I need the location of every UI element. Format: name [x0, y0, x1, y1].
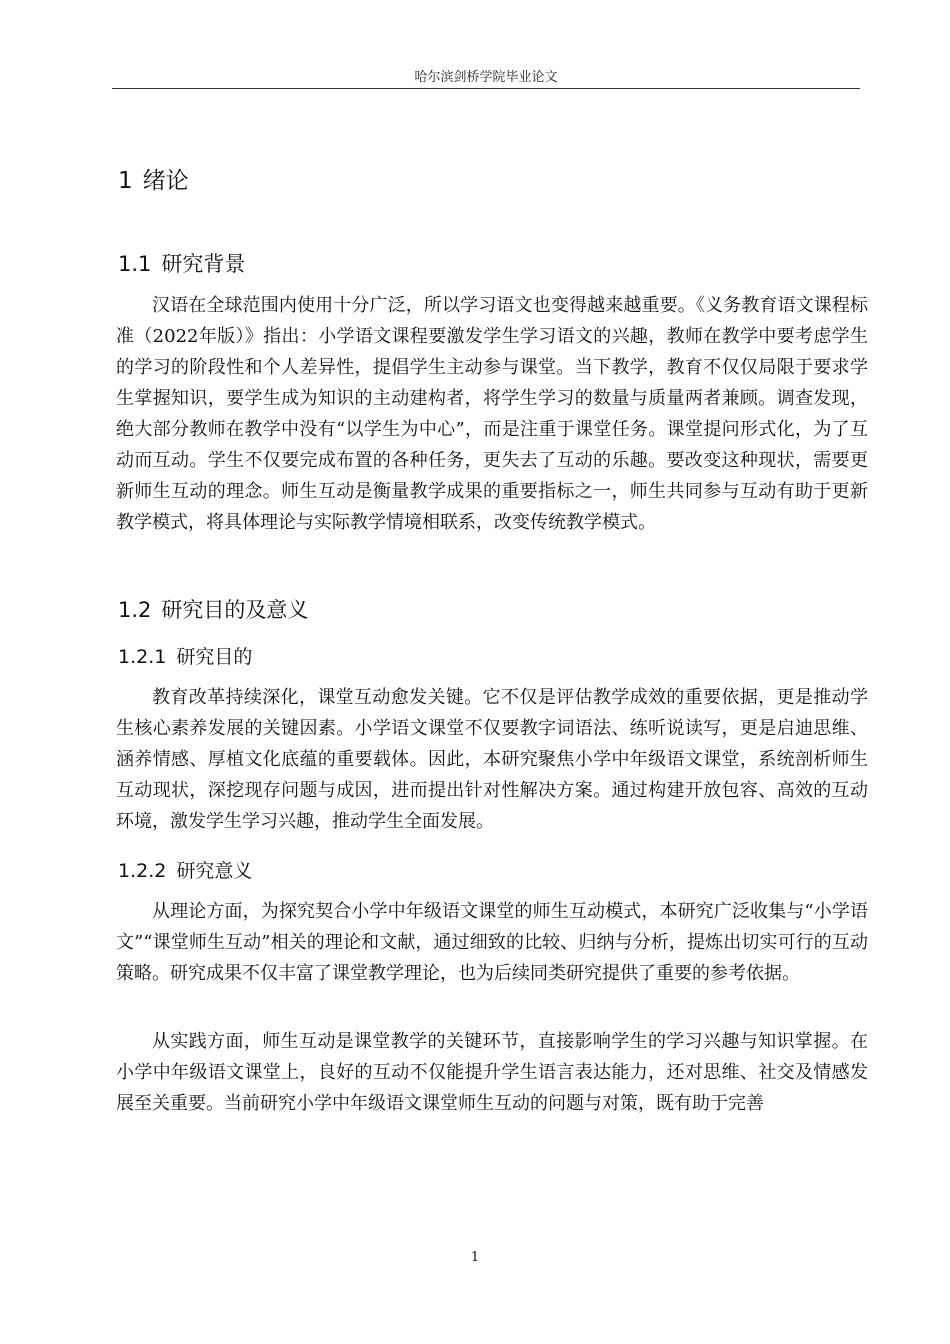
subsection-number: 1.2.2: [118, 860, 167, 882]
header-rule: [112, 88, 860, 89]
subsection-title: 研究目的: [176, 646, 253, 668]
section-title: 研究目的及意义: [161, 598, 309, 622]
purpose-paragraph: 教育改革持续深化，课堂互动愈发关键。它不仅是评估教学成效的重要依据，更是推动学生核心素养发展的关键因素。小学语文课堂不仅要教字词语法、练听说读写，更是启迪思维、涵养情感、厚植文化底蕴的重要载体。因此，本研究聚焦小学中年级语文课堂，系统剖析师生互动现状，深挖现存问题与成因，进而提出针对性解决方案。通过构建开放包容、高效的互动环境，激发学生学习兴趣，推动学生全面发展。: [116, 687, 868, 832]
background-paragraph: 汉语在全球范围内使用十分广泛，所以学习语文也变得越来越重要。《义务教育语文课程标准（2022年版）》指出：小学语文课程要激发学生学习语文的兴趣，教师在教学中要考虑学生的学习的阶段性和个人差异性，提倡学生主动参与课堂。当下教学，教育不仅仅局限于要求学生掌握知识，要学生成为知识的主动建构者，将学生学习的数量与质量两者兼顾。调查发现，绝大部分教师在教学中没有“以学生为中心”，而是注重于课堂任务。课堂提问形式化，为了互动而互动。学生不仅要完成布置的各种任务，更失去了互动的乐趣。要改变这种现状，需要更新师生互动的理念。师生互动是衡量教学成果的重要指标之一，师生共同参与互动有助于更新教学模式，将具体理论与实际教学情境相联系，改变传统教学模式。: [116, 295, 868, 533]
chapter-number: 1: [118, 168, 133, 194]
subsection-heading-significance: [118, 856, 252, 883]
page-number: 1: [470, 1250, 480, 1265]
subsection-number: 1.2.1: [118, 646, 167, 668]
section-number: 1.1: [118, 252, 152, 276]
chapter-title: 绪论: [142, 168, 189, 194]
chapter-heading: [118, 162, 189, 195]
section-title: 研究背景: [161, 252, 246, 276]
subsection-heading-purpose: [118, 642, 252, 669]
subsection-title: 研究意义: [176, 860, 253, 882]
section-number: 1.2: [118, 598, 152, 622]
significance-practice-paragraph: 从实践方面，师生互动是课堂教学的关键环节，直接影响学生的学习兴趣与知识掌握。在小学中年级语文课堂上，良好的互动不仅能提升学生语言表达能力，还对思维、社交及情感发展至关重要。当前研究小学中年级语文课堂师生互动的问题与对策，既有助于完善: [116, 1031, 868, 1114]
section-heading-background: [118, 248, 245, 278]
significance-theory-paragraph: 从理论方面，为探究契合小学中年级语文课堂的师生互动模式，本研究广泛收集与“小学语文”“课堂师生互动”相关的理论和文献，通过细致的比较、归纳与分析，提炼出切实可行的互动策略。研究成果不仅丰富了课堂教学理论，也为后续同类研究提供了重要的参考依据。: [116, 901, 868, 984]
section-heading-purpose-significance: [118, 594, 308, 624]
running-header: 哈尔滨剑桥学院毕业论文: [414, 70, 558, 85]
